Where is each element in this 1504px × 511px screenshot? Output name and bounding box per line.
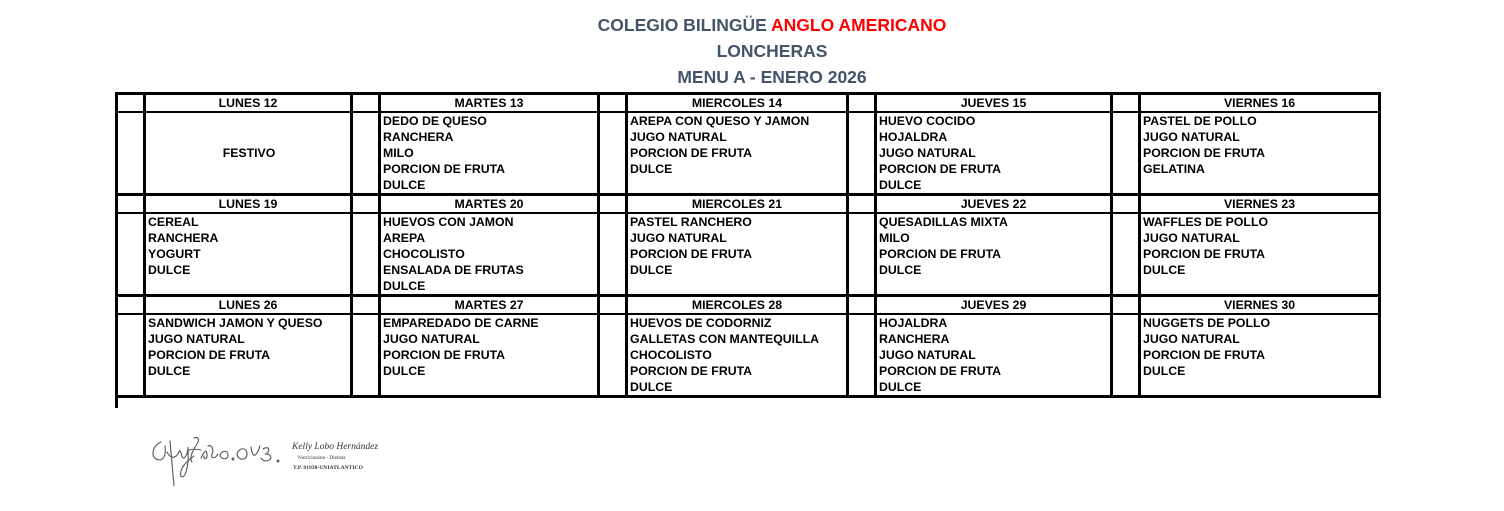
day-header: MIERCOLES 21 [627, 195, 848, 214]
day-header: MARTES 27 [380, 296, 599, 315]
day-header: VIERNES 23 [1140, 195, 1380, 214]
menu-item: DULCE [1140, 262, 1380, 278]
menu-item-row [117, 262, 1380, 278]
empty-menu-cell [1140, 379, 1380, 397]
menu-item: PASTEL RANCHERO [627, 213, 848, 230]
nutritionist-signature [148, 432, 383, 490]
blank-column-cell [352, 363, 380, 379]
menu-item: JUGO NATURAL [876, 145, 1112, 161]
day-header: MIERCOLES 28 [627, 296, 848, 315]
blank-column-cell [1112, 213, 1140, 230]
document-header [0, 12, 1504, 90]
menu-item-row [117, 314, 1380, 331]
blank-column-cell [599, 314, 627, 331]
menu-item: PORCION DE FRUTA [145, 347, 352, 363]
menu-item-row [117, 230, 1380, 246]
blank-column-cell [599, 363, 627, 379]
blank-column-cell [352, 331, 380, 347]
menu-item: JUGO NATURAL [627, 129, 848, 145]
day-header: MIERCOLES 14 [627, 94, 848, 113]
menu-item: AREPA [380, 230, 599, 246]
menu-item-row [117, 379, 1380, 397]
blank-column-cell [1112, 195, 1140, 214]
blank-column-cell [1112, 145, 1140, 161]
blank-column-cell [848, 145, 876, 161]
week-header-row [117, 296, 1380, 315]
menu-item: HUEVOS DE CODORNIZ [627, 314, 848, 331]
blank-column-cell [1112, 363, 1140, 379]
blank-column-cell [352, 129, 380, 145]
menu-item: DULCE [876, 379, 1112, 397]
menu-item: DULCE [876, 177, 1112, 195]
blank-column-cell [352, 347, 380, 363]
blank-column-cell [848, 296, 876, 315]
table-tail-blank [145, 397, 1380, 409]
menu-item: RANCHERA [145, 230, 352, 246]
blank-column-cell [117, 379, 145, 397]
menu-item: HUEVOS CON JAMON [380, 213, 599, 230]
blank-column-cell [1112, 112, 1140, 129]
blank-column-cell [1112, 94, 1140, 113]
blank-column-cell [1112, 379, 1140, 397]
blank-column-cell [599, 129, 627, 145]
blank-column-cell [1112, 278, 1140, 296]
menu-item: DULCE [380, 278, 599, 296]
menu-item: PORCION DE FRUTA [1140, 145, 1380, 161]
blank-column-cell [599, 177, 627, 195]
blank-column-cell [352, 379, 380, 397]
blank-column-cell [352, 145, 380, 161]
menu-item: GELATINA [1140, 161, 1380, 177]
day-header: JUEVES 29 [876, 296, 1112, 315]
menu-item: JUGO NATURAL [627, 230, 848, 246]
menu-item: DULCE [876, 262, 1112, 278]
menu-item: SANDWICH JAMON Y QUESO [145, 314, 352, 331]
blank-column-cell [599, 379, 627, 397]
menu-item: CHOCOLISTO [627, 347, 848, 363]
empty-menu-cell [145, 278, 352, 296]
blank-column-cell [599, 246, 627, 262]
document-subtitle: LONCHERAS [716, 41, 828, 61]
blank-column-cell [117, 145, 145, 161]
blank-column-cell [117, 230, 145, 246]
blank-column-cell [1112, 314, 1140, 331]
empty-menu-cell [1140, 177, 1380, 195]
day-header: VIERNES 16 [1140, 94, 1380, 113]
menu-item: PORCION DE FRUTA [1140, 347, 1380, 363]
blank-column-cell [599, 94, 627, 113]
blank-column-cell [848, 347, 876, 363]
blank-column-cell [599, 331, 627, 347]
menu-item-row [117, 112, 1380, 129]
blank-column-cell [352, 112, 380, 129]
menu-item: PORCION DE FRUTA [627, 145, 848, 161]
menu-item: DULCE [380, 177, 599, 195]
blank-column-cell [848, 331, 876, 347]
blank-column-cell [352, 296, 380, 315]
menu-item: JUGO NATURAL [380, 331, 599, 347]
day-header: MARTES 13 [380, 94, 599, 113]
menu-item: NUGGETS DE POLLO [1140, 314, 1380, 331]
day-header: VIERNES 30 [1140, 296, 1380, 315]
blank-column-cell [117, 177, 145, 195]
blank-column-cell [117, 246, 145, 262]
blank-column-cell [1112, 296, 1140, 315]
day-header: LUNES 26 [145, 296, 352, 315]
blank-column-cell [848, 195, 876, 214]
blank-column-cell [117, 347, 145, 363]
blank-column-cell [848, 262, 876, 278]
blank-column-cell [352, 161, 380, 177]
blank-column-cell [1112, 177, 1140, 195]
menu-item: DULCE [145, 363, 352, 379]
menu-item: PORCION DE FRUTA [1140, 246, 1380, 262]
menu-item: RANCHERA [876, 331, 1112, 347]
blank-column-cell [352, 246, 380, 262]
menu-item: DULCE [627, 379, 848, 397]
menu-item: JUGO NATURAL [876, 347, 1112, 363]
menu-item: CHOCOLISTO [380, 246, 599, 262]
blank-column-cell [117, 213, 145, 230]
holiday-cell: FESTIVO [145, 112, 352, 195]
school-name [0, 12, 1504, 38]
blank-column-cell [848, 363, 876, 379]
menu-item: PORCION DE FRUTA [627, 363, 848, 379]
menu-item: GALLETAS CON MANTEQUILLA [627, 331, 848, 347]
empty-menu-cell [145, 379, 352, 397]
blank-column-cell [848, 314, 876, 331]
empty-menu-cell [627, 177, 848, 195]
blank-column-cell [117, 112, 145, 129]
menu-item: DULCE [380, 363, 599, 379]
menu-item: PASTEL DE POLLO [1140, 112, 1380, 129]
blank-column-cell [117, 296, 145, 315]
menu-item-row [117, 363, 1380, 379]
table-tail-row [117, 397, 1380, 409]
blank-column-cell [1112, 262, 1140, 278]
blank-column-cell [848, 246, 876, 262]
blank-column-cell [352, 195, 380, 214]
week-header-row [117, 94, 1380, 113]
blank-column-cell [848, 161, 876, 177]
menu-item: PORCION DE FRUTA [876, 246, 1112, 262]
blank-column-cell [1112, 161, 1140, 177]
menu-item: DULCE [627, 262, 848, 278]
blank-column-cell [848, 94, 876, 113]
blank-column-cell [848, 230, 876, 246]
day-header: JUEVES 22 [876, 195, 1112, 214]
handwritten-signature [153, 437, 279, 486]
menu-item: MILO [380, 145, 599, 161]
blank-column-cell [352, 177, 380, 195]
blank-column-cell [599, 347, 627, 363]
blank-column-cell [352, 213, 380, 230]
menu-item-row [117, 347, 1380, 363]
menu-item: HOJALDRA [876, 314, 1112, 331]
signature-stamp [291, 442, 378, 471]
blank-column-cell [352, 314, 380, 331]
empty-menu-cell [380, 379, 599, 397]
lunch-menu-table [115, 92, 1381, 408]
blank-column-cell [599, 145, 627, 161]
blank-column-cell [848, 213, 876, 230]
week-header-row [117, 195, 1380, 214]
blank-column-cell [599, 262, 627, 278]
blank-column-cell [117, 161, 145, 177]
menu-item: CEREAL [145, 213, 352, 230]
menu-item: QUESADILLAS MIXTA [876, 213, 1112, 230]
menu-item: WAFFLES DE POLLO [1140, 213, 1380, 230]
day-header: LUNES 19 [145, 195, 352, 214]
blank-column-cell [1112, 347, 1140, 363]
menu-item: ENSALADA DE FRUTAS [380, 262, 599, 278]
menu-item: HOJALDRA [876, 129, 1112, 145]
menu-title: MENU A - ENERO 2026 [677, 67, 867, 87]
blank-column-cell [117, 314, 145, 331]
blank-column-cell [599, 195, 627, 214]
blank-column-cell [1112, 331, 1140, 347]
menu-item: JUGO NATURAL [1140, 230, 1380, 246]
menu-item: PORCION DE FRUTA [876, 161, 1112, 177]
left-border-tail [117, 397, 145, 409]
menu-item: JUGO NATURAL [145, 331, 352, 347]
blank-column-cell [599, 112, 627, 129]
menu-item: JUGO NATURAL [1140, 331, 1380, 347]
menu-item: PORCION DE FRUTA [380, 161, 599, 177]
blank-column-cell [352, 278, 380, 296]
menu-item: DULCE [627, 161, 848, 177]
menu-item: MILO [876, 230, 1112, 246]
menu-item: YOGURT [145, 246, 352, 262]
day-header: JUEVES 15 [876, 94, 1112, 113]
blank-column-cell [117, 94, 145, 113]
school-name-prefix: COLEGIO BILINGÜE [597, 15, 767, 35]
blank-column-cell [117, 195, 145, 214]
day-header: LUNES 12 [145, 94, 352, 113]
menu-item-row [117, 246, 1380, 262]
blank-column-cell [352, 262, 380, 278]
menu-item: JUGO NATURAL [1140, 129, 1380, 145]
menu-item: DEDO DE QUESO [380, 112, 599, 129]
menu-item: EMPAREDADO DE CARNE [380, 314, 599, 331]
blank-column-cell [599, 230, 627, 246]
nutritionist-name: Kelly Lobo Hernández [292, 442, 379, 452]
blank-column-cell [599, 278, 627, 296]
blank-column-cell [599, 296, 627, 315]
menu-item-row [117, 213, 1380, 230]
empty-menu-cell [876, 278, 1112, 296]
blank-column-cell [599, 161, 627, 177]
menu-item-row [117, 278, 1380, 296]
professional-license: T.P. 01938-UNIATLANTICO [293, 465, 363, 471]
empty-menu-cell [1140, 278, 1380, 296]
menu-item: DULCE [145, 262, 352, 278]
day-header: MARTES 20 [380, 195, 599, 214]
blank-column-cell [117, 129, 145, 145]
blank-column-cell [848, 112, 876, 129]
blank-column-cell [848, 177, 876, 195]
menu-item: AREPA CON QUESO Y JAMON [627, 112, 848, 129]
blank-column-cell [117, 363, 145, 379]
menu-item: RANCHERA [380, 129, 599, 145]
blank-column-cell [117, 278, 145, 296]
blank-column-cell [1112, 246, 1140, 262]
menu-item: PORCION DE FRUTA [876, 363, 1112, 379]
empty-menu-cell [627, 278, 848, 296]
menu-item: PORCION DE FRUTA [627, 246, 848, 262]
school-name-accent: ANGLO AMERICANO [771, 15, 947, 35]
menu-item: DULCE [1140, 363, 1380, 379]
blank-column-cell [848, 379, 876, 397]
blank-column-cell [1112, 129, 1140, 145]
blank-column-cell [1112, 230, 1140, 246]
menu-item-row [117, 331, 1380, 347]
blank-column-cell [352, 230, 380, 246]
blank-column-cell [848, 278, 876, 296]
blank-column-cell [352, 94, 380, 113]
blank-column-cell [117, 262, 145, 278]
blank-column-cell [848, 129, 876, 145]
blank-column-cell [599, 213, 627, 230]
menu-item: PORCION DE FRUTA [380, 347, 599, 363]
nutritionist-role: Nutricionista - Dietista [298, 455, 346, 461]
blank-column-cell [117, 331, 145, 347]
menu-item: HUEVO COCIDO [876, 112, 1112, 129]
